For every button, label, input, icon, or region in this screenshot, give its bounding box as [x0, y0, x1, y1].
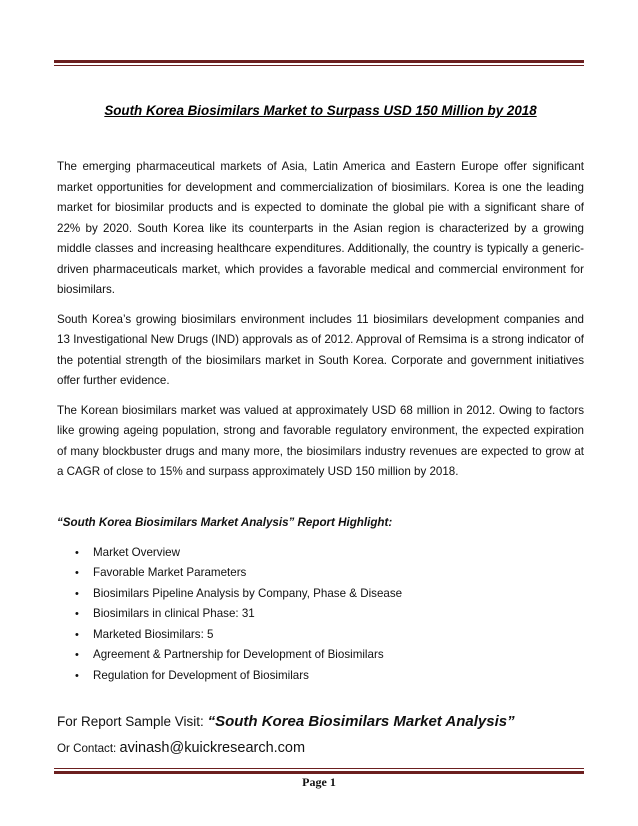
bullet-icon: • [75, 608, 79, 620]
footer-rule-thin [54, 768, 584, 769]
report-sample-line [57, 713, 584, 730]
list-item [57, 666, 584, 687]
list-item-text: Agreement & Partnership for Development of Biosimilars [93, 648, 384, 661]
list-item [57, 543, 584, 564]
bullet-icon: • [75, 546, 79, 559]
document-body [57, 103, 584, 756]
list-item [57, 584, 584, 605]
contact-label: Or Contact: [57, 742, 120, 755]
bullet-icon: • [75, 628, 79, 641]
list-item [57, 625, 584, 646]
report-sample-label: For Report Sample Visit: [57, 714, 208, 729]
header-rule-thick [54, 60, 584, 63]
report-name-link[interactable]: “South Korea Biosimilars Market Analysis” [207, 713, 515, 730]
paragraph-market-value: The Korean biosimilars market was valued at approximately USD 68 million in 2012. Owing to factors like growing ageing population, strong and favorable regulatory environment, the expected expiration of many blockbuster drugs and many more, the biosimilars industry revenues are expected to grow at a CAGR of close to 15% and surpass approximately USD 150 million by 2018. [57, 403, 584, 478]
list-item [57, 604, 584, 625]
paragraph-environment: South Korea’s growing biosimilars environment includes 11 biosimilars development companies and 13 Investigational New Drugs (IND) approvals as of 2012. Approval of Remsima is a strong indicator of the potential strength of the biosimilars market in South Korea. Corporate and government initiatives offer further evidence. [57, 312, 584, 387]
highlight-list [57, 543, 584, 687]
document-title: South Korea Biosimilars Market to Surpass USD 150 Million by 2018 [104, 103, 537, 118]
list-item-text: Biosimilars in clinical Phase: 31 [93, 607, 255, 620]
page-number: Page 1 [302, 775, 336, 789]
paragraph-intro: The emerging pharmaceutical markets of Asia, Latin America and Eastern Europe offer significant market opportunities for development and commercialization of biosimilars. Korea is one the leading market for biosimilar products and is expected to dominate the global pie with a significant share of 22% by 2020. South Korea like its counterparts in the Asian region is characterized by a growing middle classes and increasing healthcare expenditures. Additionally, the country is typically a generic-driven pharmaceuticals market, which provides a favorable medical and commercial environment for biosimilars. [57, 160, 584, 296]
footer-rule-thick [54, 771, 584, 774]
list-item-text: Biosimilars Pipeline Analysis by Company, Phase & Disease [93, 586, 403, 600]
bullet-icon: • [75, 649, 79, 661]
list-item-text: Regulation for Development of Biosimilars [93, 668, 309, 682]
list-item [57, 645, 584, 666]
bullet-icon: • [75, 669, 79, 682]
bullet-icon: • [75, 567, 79, 579]
list-item [57, 563, 584, 584]
list-item-text: Favorable Market Parameters [93, 566, 247, 579]
header-rule-thin [54, 65, 584, 66]
bullet-icon: • [75, 587, 79, 600]
list-item-text: Marketed Biosimilars: 5 [93, 627, 214, 641]
contact-email[interactable]: avinash@kuickresearch.com [119, 740, 306, 756]
list-item-text: Market Overview [93, 545, 180, 559]
report-highlight-heading: “South Korea Biosimilars Market Analysis” Report Highlight: [57, 515, 393, 529]
contact-line [57, 740, 584, 756]
